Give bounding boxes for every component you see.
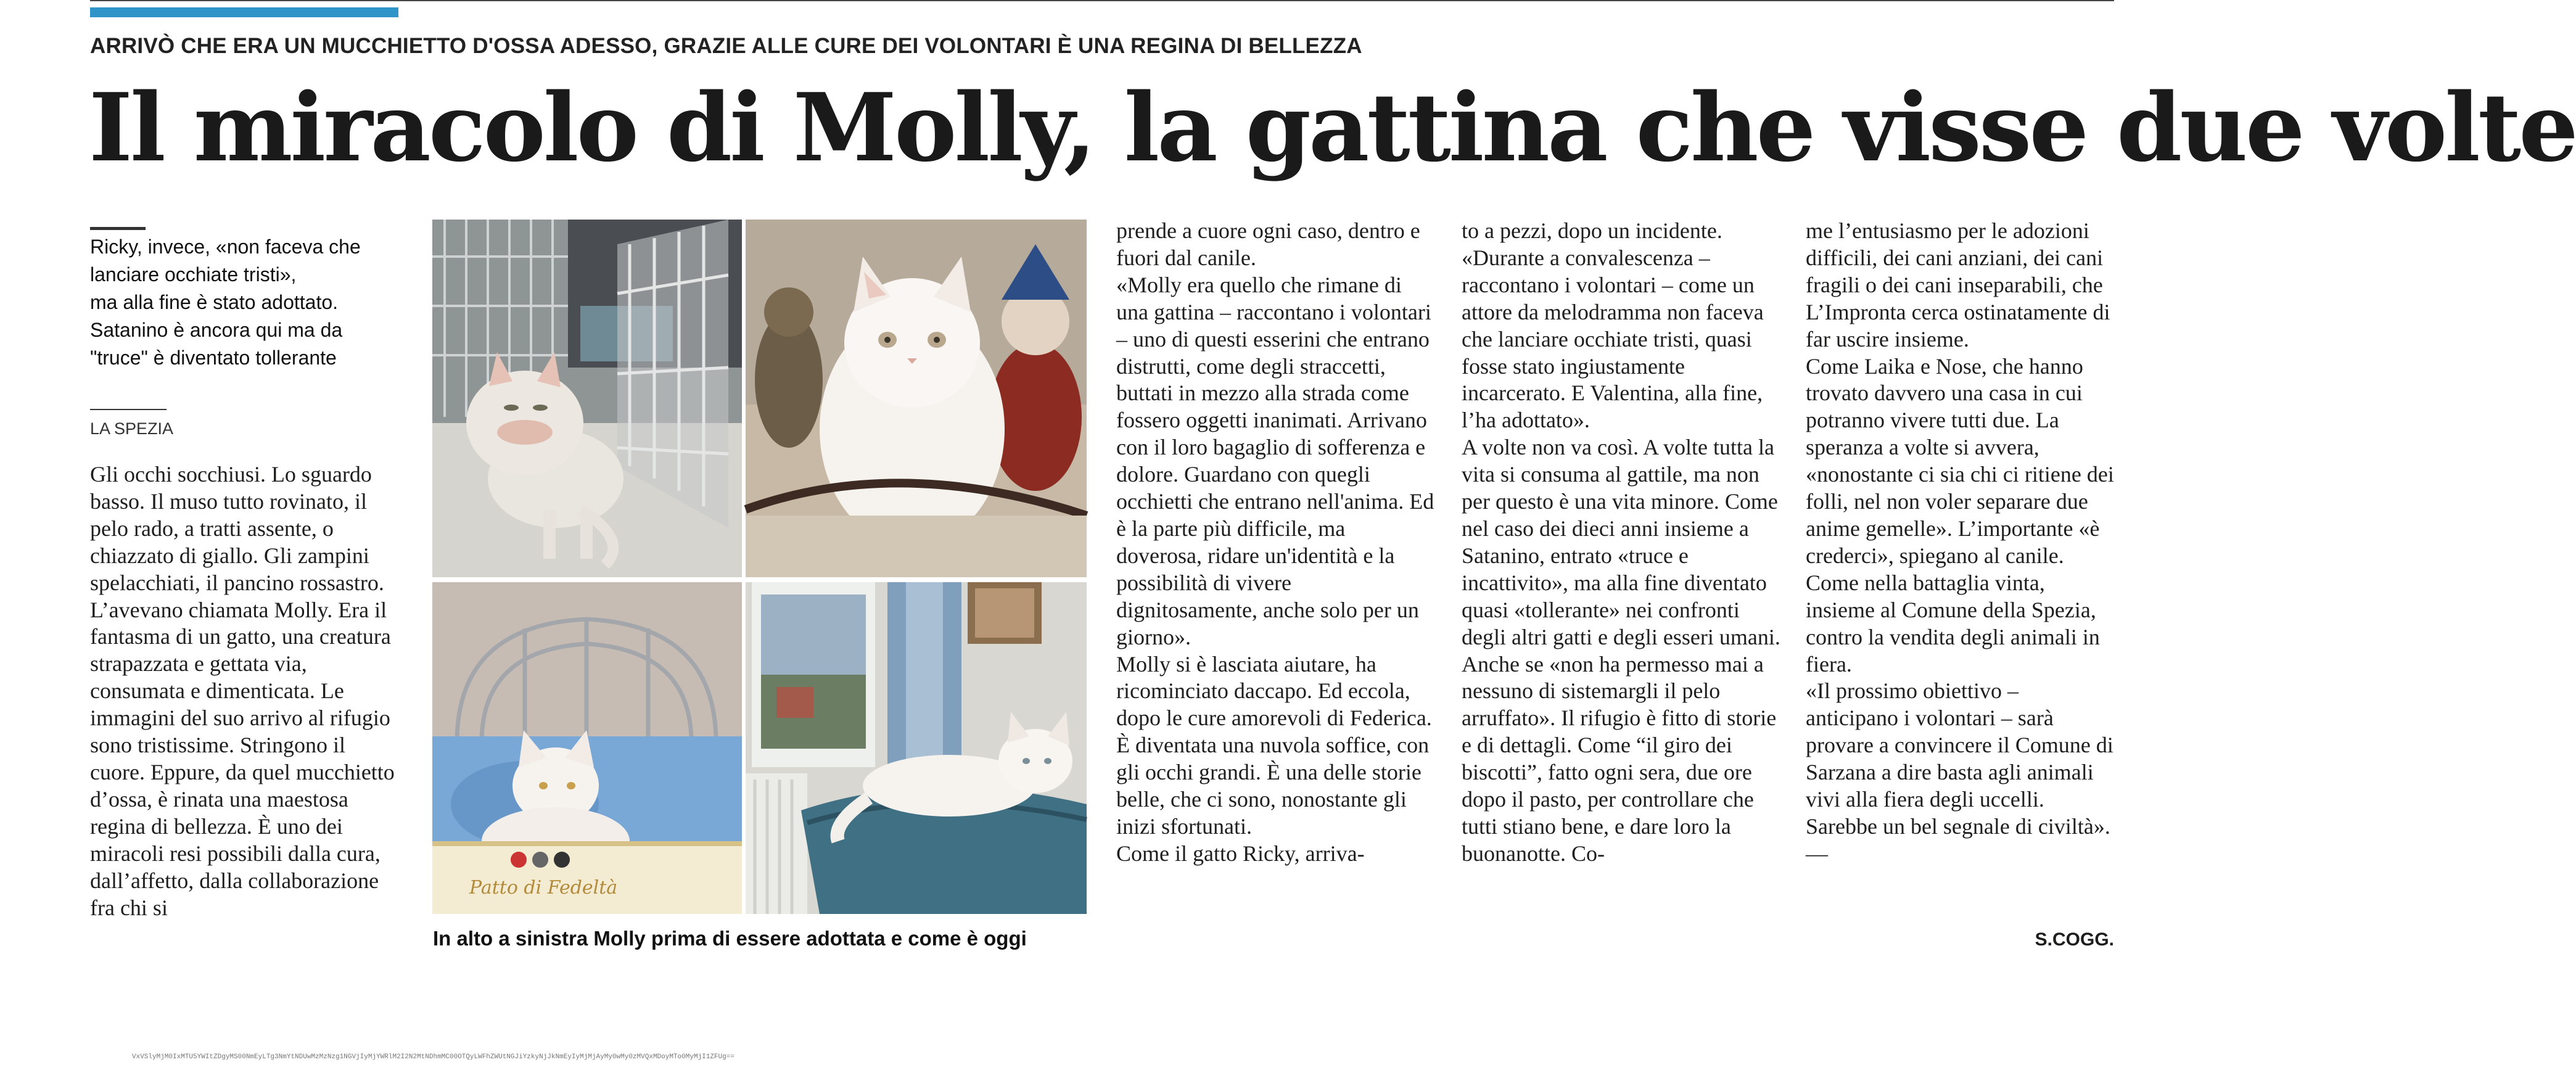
body-column-1: Gli occhi socchiusi. Lo sguardo basso. Il muso tutto rovinato, il pelo rado, a tratti assente, o chiazzato di giallo. Gli zampini spelacchiati, il pancino rossastro. L’avevano chiamata Molly. Era il fantasma di un gatto, una creatura strapazzata e gettata via, consumata e dimenticata. Le immagini del suo arrivo al rifugio sono tristissime. Stringono il cuore. Eppure, da quel mucchietto d’ossa, è rinata una maestosa regina di bellezza. È uno dei miracoli resi possibili dalla cura, dall’affetto, dalla collaborazione fra chi si: [90, 462, 395, 920]
top-rule: [90, 0, 2114, 1]
body-column-3: to a pezzi, dopo un incidente. «Durante a convalescenza – raccontano i volontari – come un attore da melodramma non faceva che lanciare occhiate tristi, quasi fosse stato ingiustamente incarcerato. E Valentina, alla fine, l’ha adottato». A volte non va così. A volte tutta la vita si consuma al gattile, ma non per questo è una vita minore. Come nel caso dei dieci anni insieme a Satanino, entrato «truce e incattivito», ma alla fine diventato quasi «tollerante» nei confronti degli altri gatti e degli esseri umani. Anche se «non ha permesso mai a nessuno di sistemargli il pelo arruffato». Il rifugio è fitto di storie e di dettagli. Come “il giro dei biscotti”, fatto ogni sera, due ore dopo il pasto, per controllare che tutti stiano bene, e dare loro la buonanotte. Co-: [1462, 218, 1780, 866]
byline: S.COGG.: [2035, 929, 2114, 950]
sidebar-rule: [90, 227, 146, 230]
body-column-4: me l’entusiasmo per le adozioni difficili, dei cani anziani, dei cani fragili o dei cani inseparabili, che L’Impronta cerca ostinatamente di far uscire insieme. Come Laika e Nose, che hanno trovato davvero una casa in cui potranno vivere tutti due. La speranza a volte si avvera, «nonostante ci sia chi ci ritiene dei folli, nel non voler separare due anime gemelle». L’importante «è crederci», spiegano al canile. Come nella battaglia vinta, insieme al Comune della Spezia, contro la vendita degli animali in fiera. «Il prossimo obiettivo – anticipano i volontari – sarà provare a convincere il Comune di Sarzana a dire basta agli animali vivi alla fiera degli uccelli. Sarebbe un bel segnale di civiltà». —: [1806, 218, 2114, 866]
certificate-text: Patto di Fedeltà: [469, 877, 618, 899]
photo-molly-certificate: [432, 582, 742, 914]
headline: Il miracolo di Molly, la gattina che visse due volte: [89, 72, 2576, 183]
photo-molly-fluffy: [746, 220, 1087, 577]
photo-molly-before: [432, 220, 742, 577]
body-column-2: prende a cuore ogni caso, dentro e fuori dal canile. «Molly era quello che rimane di una gattina – raccontano i volontari – uno di questi esserini che entrano distrutti, come degli straccetti, buttati in mezzo alla strada come fossero oggetti inanimati. Arrivano con il loro bagaglio di sofferenza e dolore. Guardano con quegli occhietti che entrano nell'anima. Ed è la parte più difficile, ma doverosa, ridare un'identità e la possibilità di vivere dignitosamente, anche solo per un giorno». Molly si è lasciata aiutare, ha ricominciato daccapo. Ed eccola, dopo le cure amorevoli di Federica. È diventata una nuvola soffice, con gli occhi grandi. È una delle storie belle, che ci sono, nonostante gli inizi sfortunati. Come il gatto Ricky, arriva-: [1116, 218, 1434, 866]
footer-id-code: VxVSlyMjM0IxMTU5YWItZDgyMS00NmEyLTg3NmYtNDUwMzMzNzg1NGVjIyMjYWRlM2I2N2MtNDhmMC00OTQyLWFhZWUtNGJiYzkyNjJkNmEyIyMjMjAyMy0wMy0zMVQxMDoyMTo0MyMjI1ZFUg==: [132, 1053, 735, 1061]
location-label: LA SPEZIA: [90, 419, 174, 438]
photo-molly-lying: [746, 582, 1087, 914]
sidebar-quote: Ricky, invece, «non faceva che lanciare occhiate tristi», ma alla fine è stato adottato. Satanino è ancora qui ma da "truce" è diventato tollerante: [90, 236, 361, 369]
kicker: ARRIVÒ CHE ERA UN MUCCHIETTO D'OSSA ADESSO, GRAZIE ALLE CURE DEI VOLONTARI È UNA REGINA DI BELLEZZA: [90, 34, 1362, 58]
section-accent-bar: [90, 7, 398, 17]
location-rule: [90, 409, 167, 410]
photo-caption: In alto a sinistra Molly prima di essere adottata e come è oggi: [433, 927, 1027, 950]
